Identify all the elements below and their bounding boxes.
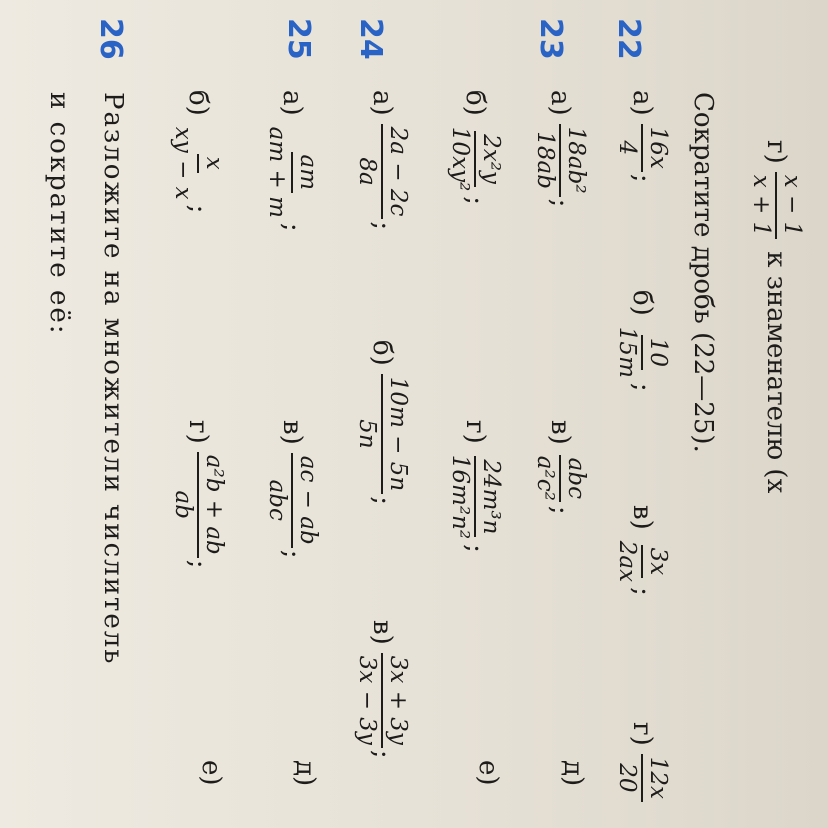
item-label: б) [366,340,397,366]
denominator: x + 1 [747,174,774,237]
punctuation: ; [626,587,657,596]
numerator: x − 1 [775,172,804,240]
item-24a [353,90,410,230]
numerator: a²b + ab [197,452,226,558]
item-25e [290,760,320,794]
item-23b [446,90,503,205]
item-label: б) [626,290,657,316]
item-label: в) [544,420,575,445]
item-22b [613,290,670,392]
item-25d [169,420,226,569]
problem-number-26: 26 [93,18,128,60]
denominator: 2ax [613,540,640,583]
problem-number-22: 22 [611,18,646,60]
item-label: е) [196,760,226,786]
denominator: 15m [613,326,640,378]
item-22a [613,90,670,183]
fraction [353,124,410,220]
numerator: 3x [641,545,670,579]
item-label: д) [558,760,588,787]
fraction [613,324,670,381]
fraction [263,124,320,221]
item-23f [473,760,503,794]
section-header: Сократите дробь (22—25). [688,92,718,453]
punctuation: ; [276,549,307,559]
denominator: 20 [613,763,640,793]
numerator: 16x [641,124,670,172]
item-25c [263,420,320,558]
item-22c [613,505,670,596]
item-label: г) [626,722,657,746]
numerator: 10m − 5n [381,374,410,494]
item-label: е) [473,760,503,786]
item-top-g [747,140,804,493]
numerator: 10 [641,335,670,370]
punctuation: ; [459,544,490,553]
fraction [531,124,588,197]
numerator: x [197,154,226,173]
punctuation: ; [182,204,213,214]
item-label: а) [276,90,307,116]
item-label: в) [626,505,657,530]
denominator: 4 [613,140,640,156]
item-label: г) [459,420,490,444]
punctuation: ; [366,749,397,759]
item-25f [196,760,226,794]
item-23e [558,760,588,794]
denominator: 3x − 3y [353,655,380,745]
fraction [446,124,503,194]
punctuation: ; [276,222,307,232]
denominator: 8a [353,157,380,186]
fraction [169,124,226,203]
line-text: к знаменателю (x [760,251,791,494]
denominator: xy − x [169,126,196,200]
denominator: 5n [353,419,380,449]
item-label: г) [760,140,791,164]
numerator: 3x + 3y [381,653,410,748]
fraction [353,653,410,748]
problem-number-25: 25 [281,18,316,60]
item-25a [263,90,320,232]
fraction [747,172,804,240]
fraction [169,452,226,558]
denominator: a²c² [531,455,558,501]
item-label: б) [182,90,213,116]
punctuation: ; [626,382,657,392]
item-label: в) [366,620,397,645]
fraction [353,374,410,494]
numerator: 2a − 2c [381,124,410,220]
problem-number-24: 24 [353,18,388,60]
denominator: am + m [263,126,290,218]
numerator: 24m³n [474,456,503,537]
denominator: ab [169,490,196,519]
numerator: 18ab² [559,124,588,197]
item-25b [169,90,226,213]
punctuation: ; [366,221,397,231]
item-22d [613,722,670,802]
item-23c [531,420,588,515]
numerator: abc [559,455,588,502]
numerator: 2x²y [474,131,503,187]
denominator: 10xy² [446,126,473,192]
item-label: а) [626,90,657,116]
punctuation: ; [459,196,490,206]
problem-26-line2: и сократите её: [44,92,74,336]
numerator: ac − ab [291,453,320,548]
denominator: abc [263,479,290,521]
punctuation: ; [182,559,213,569]
item-label: в) [276,420,307,445]
denominator: 18ab [531,131,558,189]
item-23d [446,420,503,553]
punctuation: ; [626,173,657,183]
fraction [613,538,670,585]
denominator: 16m²n² [446,454,473,540]
item-24c [353,620,410,759]
punctuation: ; [366,496,397,505]
item-label: а) [366,90,397,116]
fraction [446,452,503,542]
fraction [263,453,320,548]
item-label: д) [290,760,320,787]
punctuation: ; [544,198,575,208]
fraction [531,453,588,504]
problem-number-23: 23 [533,18,568,60]
fraction [613,754,670,802]
problem-26-line1: Разложите на множители числитель [98,92,128,666]
item-label: б) [459,90,490,116]
punctuation: ; [544,505,575,515]
item-label: г) [182,420,213,444]
fraction [613,124,670,172]
item-24b [353,340,410,505]
item-label: а) [544,90,575,116]
numerator: 12x [641,754,670,802]
numerator: am [291,152,320,194]
item-23a [531,90,588,207]
